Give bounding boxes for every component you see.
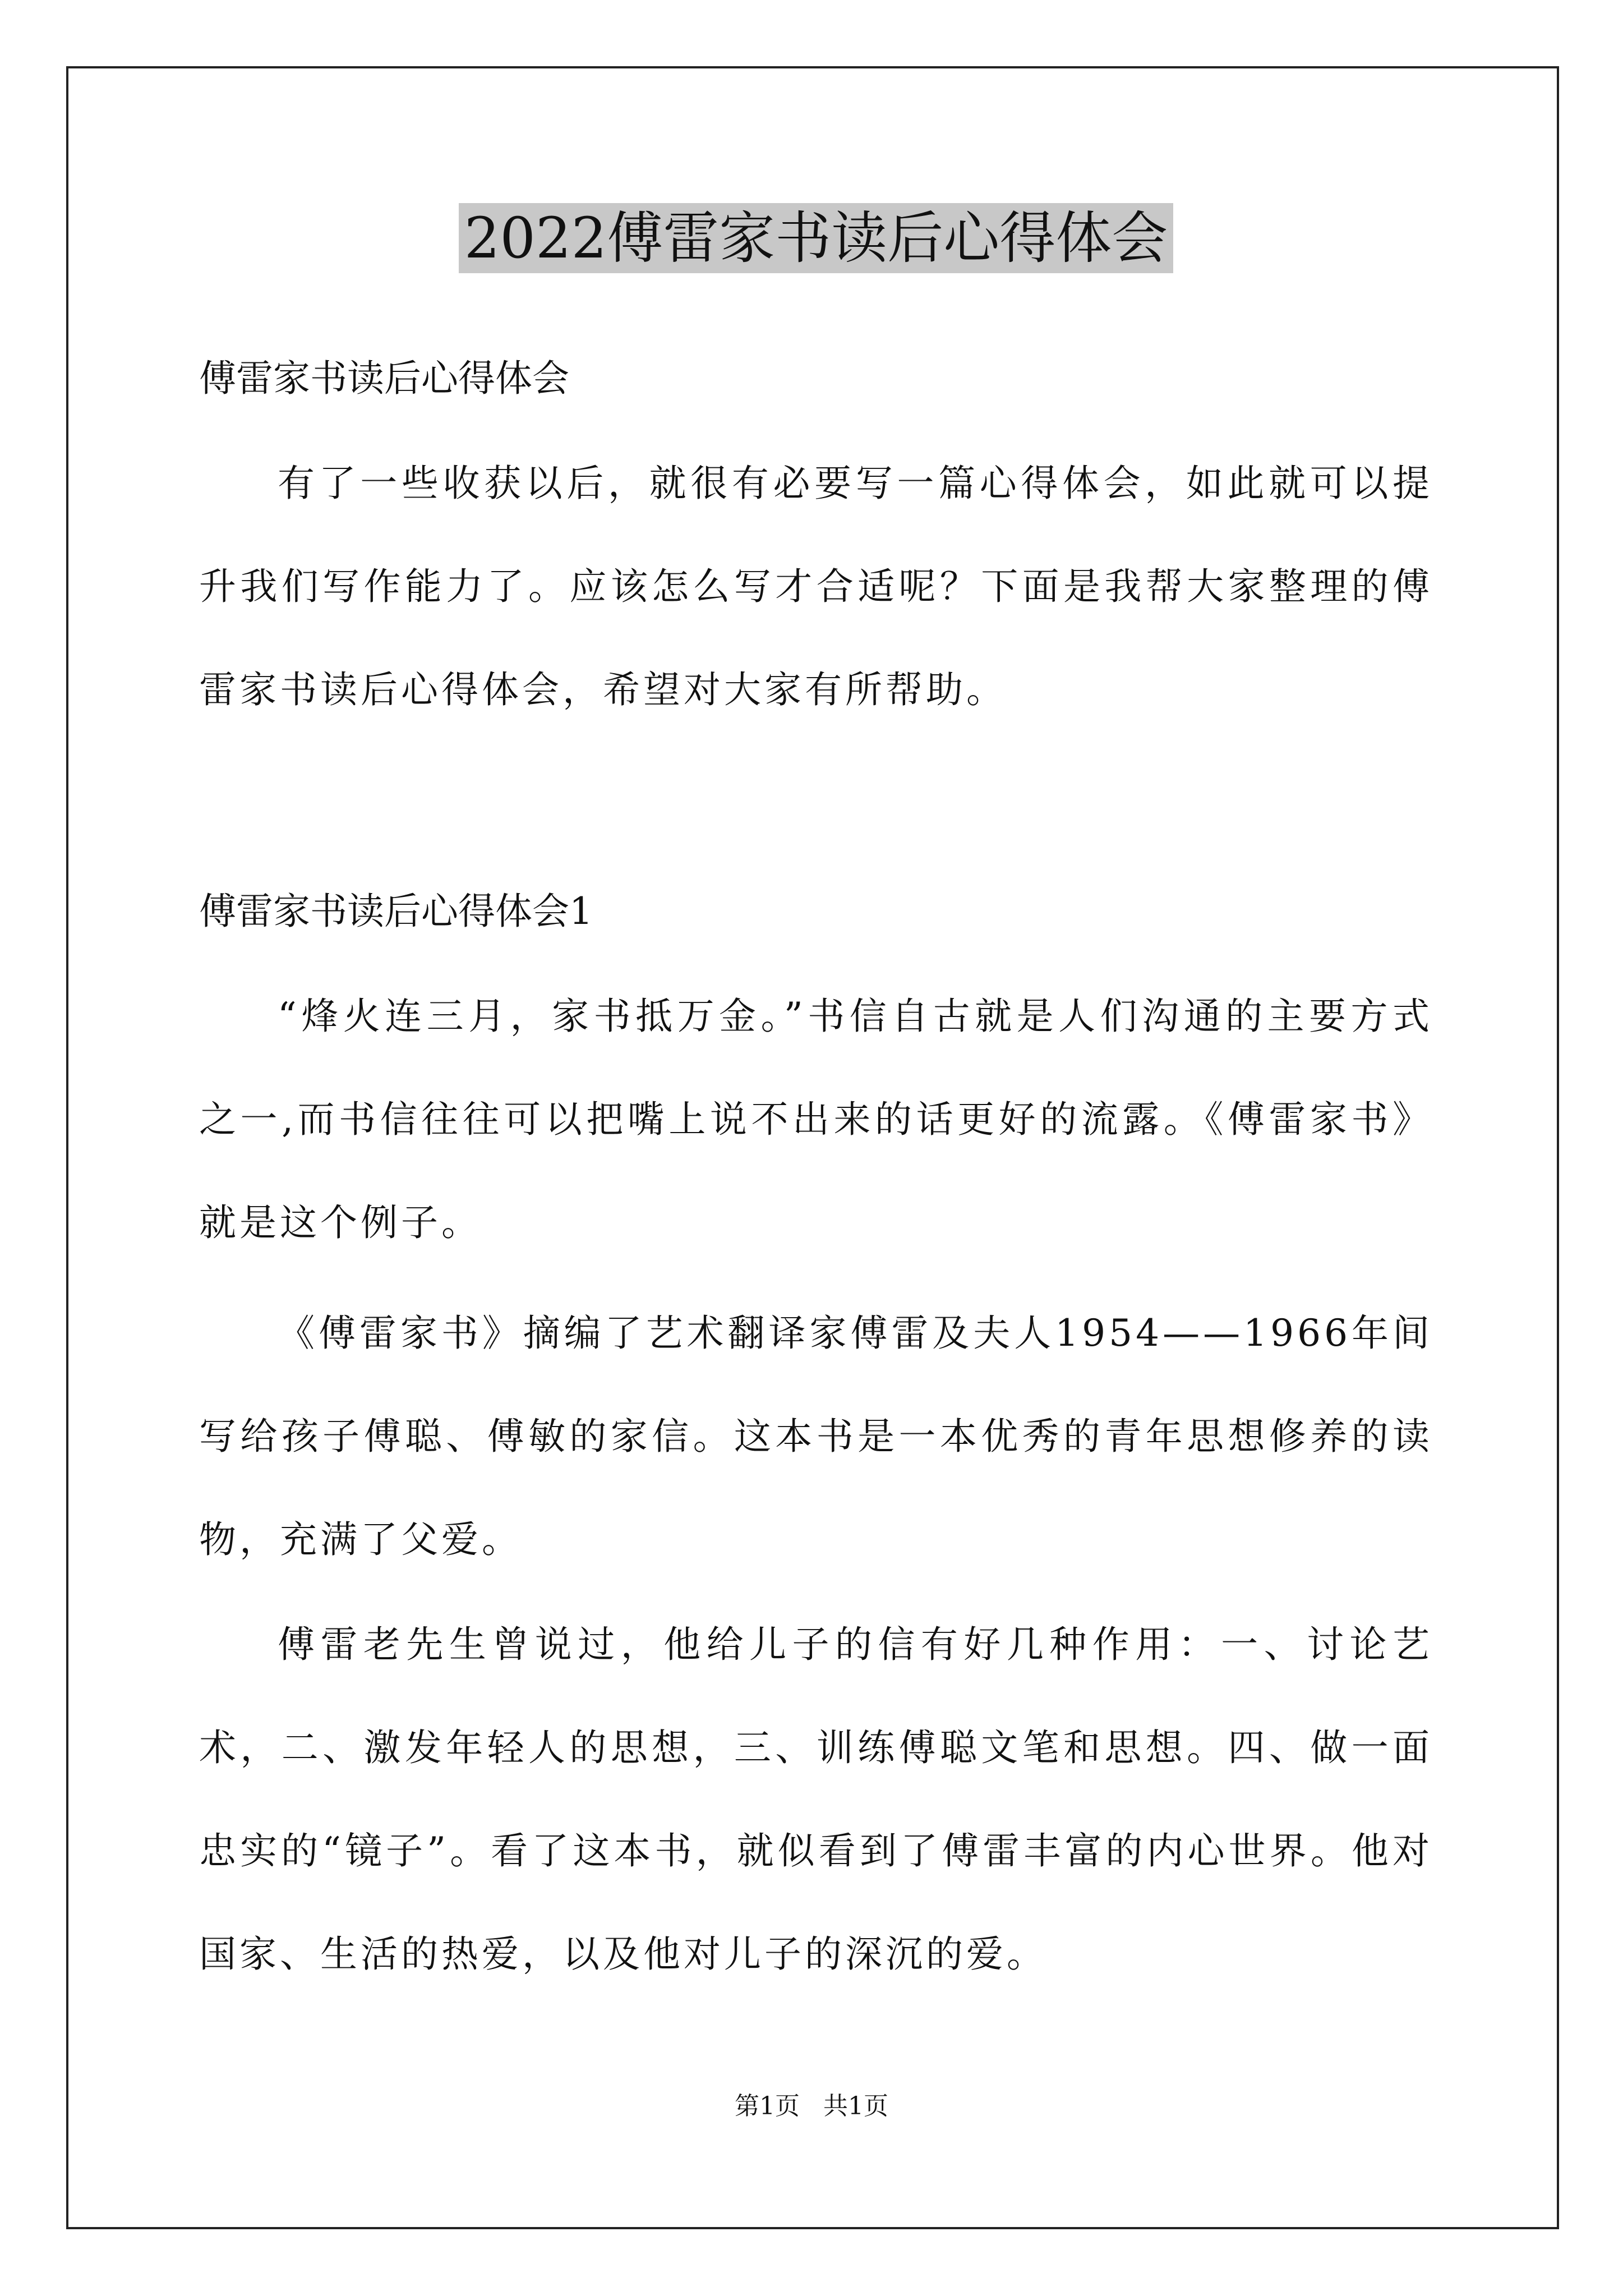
paragraph-1: “烽火连三月，家书抵万金。”书信自古就是人们沟通的主要方式之一,而书信往往可以把嘴上说不出来的话更好的流露。《傅雷家书》就是这个例子。 bbox=[199, 995, 1433, 1244]
page-footer: 第1页 共1页 bbox=[735, 2092, 888, 2120]
document-title bbox=[199, 199, 1433, 278]
subtitle-heading: 傅雷家书读后心得体会 bbox=[199, 357, 569, 400]
paragraph-2: 《傅雷家书》摘编了艺术翻译家傅雷及夫人1954——1966年间写给孩子傅聪、傅敏的家信。这本书是一本优秀的青年思想修养的读物，充满了父爱。 bbox=[199, 1312, 1433, 1561]
intro-paragraph: 有了一些收获以后，就很有必要写一篇心得体会，如此就可以提升我们写作能力了。应该怎么写才合适呢？下面是我帮大家整理的傅雷家书读后心得体会，希望对大家有所帮助。 bbox=[199, 462, 1433, 711]
document-title-text: 2022傅雷家书读后心得体会 bbox=[459, 203, 1174, 273]
section-heading: 傅雷家书读后心得体会1 bbox=[199, 890, 593, 933]
paragraph-3: 傅雷老先生曾说过，他给儿子的信有好几种作用：一、讨论艺术，二、激发年轻人的思想，三、训练傅聪文笔和思想。四、做一面忠实的“镜子”。看了这本书，就似看到了傅雷丰富的内心世界。他对国家、生活的热爱，以及他对儿子的深沉的爱。 bbox=[199, 1623, 1433, 1976]
